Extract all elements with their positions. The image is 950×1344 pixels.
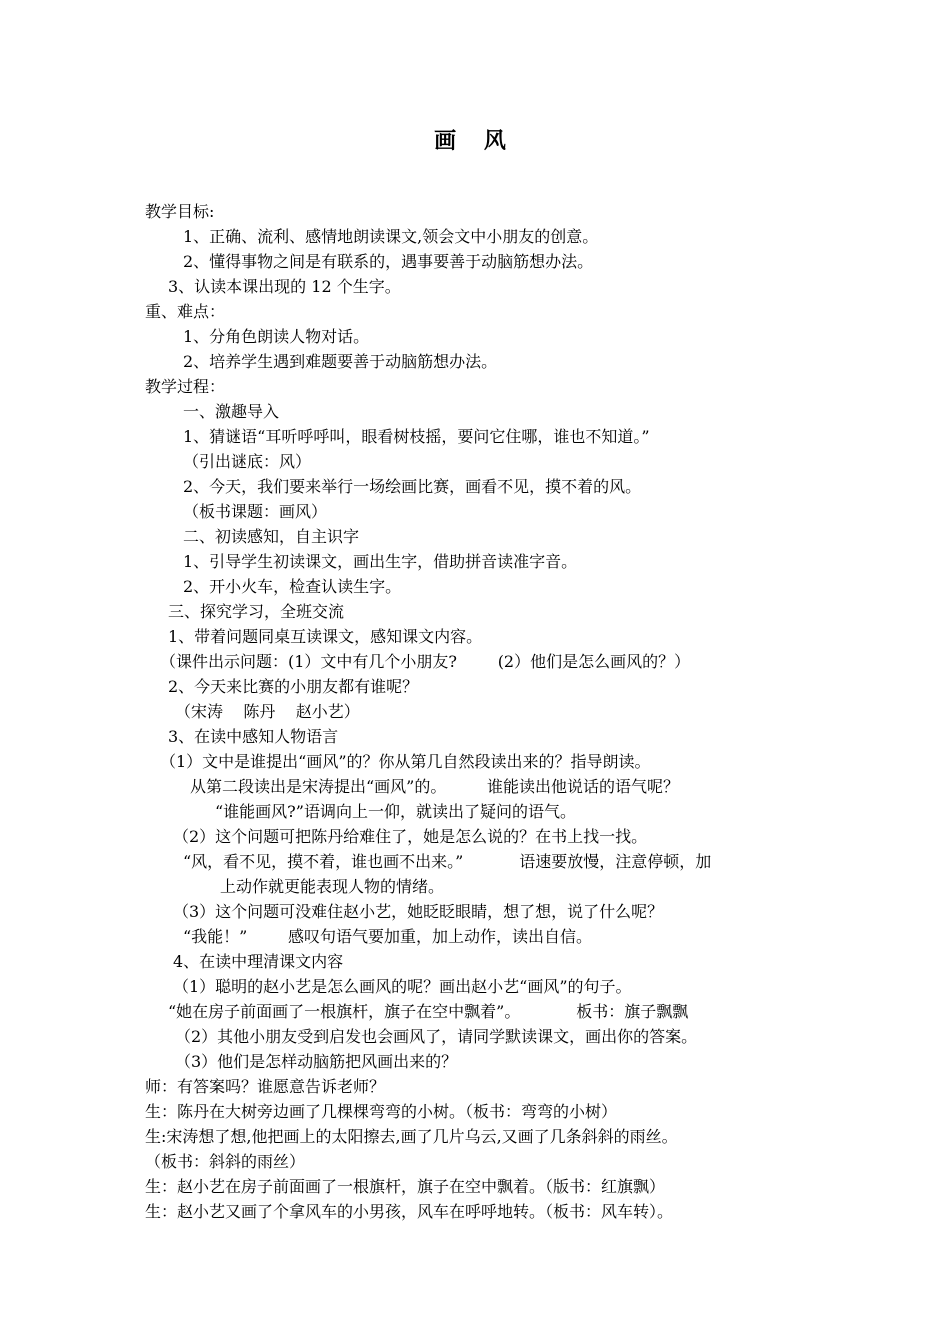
text-line: 2、今天来比赛的小朋友都有谁呢？ [168,677,419,696]
document-title: 画 风 [434,128,516,154]
text-line: （2）其他小朋友受到启发也会画风了，请同学默读课文，画出你的答案。 [175,1027,698,1046]
text-line: （板书：斜斜的雨丝） [145,1152,306,1171]
text-line: （1）聪明的赵小艺是怎么画风的呢？画出赵小艺“画风”的句子。 [173,977,632,996]
text-line: （3）他们是怎样动脑筋把风画出来的？ [175,1052,458,1071]
text-line: 生：赵小艺又画了个拿风车的小男孩，风车在呼呼地转。（板书：风车转）。 [145,1202,674,1221]
text-line: “我能！” 感叹句语气要加重，加上动作，读出自信。 [183,927,593,946]
text-line: （板书课题：画风） [183,502,328,521]
text-line: 1、正确、流利、感情地朗读课文,领会文中小朋友的创意。 [183,227,599,246]
text-line: 2、培养学生遇到难题要善于动脑筋想办法。 [183,352,498,371]
text-line: 上动作就更能表现人物的情绪。 [220,877,445,896]
text-line: （2）这个问题可把陈丹给难住了，她是怎么说的？在书上找一找。 [173,827,648,846]
text-line: “风，看不见，摸不着，谁也画不出来。” 语速要放慢，注意停顿，加 [183,852,712,871]
text-line: 1、带着问题同桌互读课文，感知课文内容。 [168,627,483,646]
text-line: 二、初读感知，自主识字 [183,527,360,546]
text-line: 3、认读本课出现的 12 个生字。 [168,277,401,296]
text-line: 1、猜谜语“耳听呼呼叫，眼看树枝摇，要问它住哪，谁也不知道。” [183,427,650,446]
text-line: 1、分角色朗读人物对话。 [183,327,370,346]
text-line: 教学目标: [145,202,215,221]
text-line: 3、在读中感知人物语言 [168,727,339,746]
text-line: （1）文中是谁提出“画风”的？你从第几自然段读出来的？指导朗读。 [160,752,651,771]
text-line: 2、开小火车，检查认读生字。 [183,577,402,596]
text-line: 2、今天，我们要来举行一场绘画比赛，画看不见，摸不着的风。 [183,477,642,496]
text-line: 一、激趣导入 [183,402,280,421]
text-line: 重、难点： [145,302,226,321]
text-line: 三、探究学习，全班交流 [168,602,345,621]
text-line: “谁能画风?”语调向上一仰，就读出了疑问的语气。 [215,802,576,821]
text-line: 师：有答案吗？谁愿意告诉老师？ [145,1077,386,1096]
text-line: 生：陈丹在大树旁边画了几棵棵弯弯的小树。（板书：弯弯的小树） [145,1102,618,1121]
text-line: 从第二段读出是宋涛提出“画风”的。 谁能读出他说话的语气呢？ [190,777,680,796]
text-line: 4、在读中理清课文内容 [173,952,344,971]
text-line: 生:宋涛想了想,他把画上的太阳擦去,画了几片乌云,又画了几条斜斜的雨丝。 [145,1127,678,1146]
text-line: （课件出示问题：(1）文中有几个小朋友? (2）他们是怎么画风的？） [160,652,691,671]
text-line: （宋涛 陈丹 赵小艺） [175,702,360,721]
text-line: （引出谜底：风） [183,452,312,471]
text-line: 教学过程： [145,377,226,396]
text-line: 1、引导学生初读课文，画出生字，借助拼音读准字音。 [183,552,578,571]
text-line: （3）这个问题可没难住赵小艺，她眨眨眼睛，想了想，说了什么呢？ [173,902,664,921]
text-line: 2、懂得事物之间是有联系的，遇事要善于动脑筋想办法。 [183,252,594,271]
text-line: “她在房子前面画了一根旗杆，旗子在空中飘着”。 板书：旗子飘飘 [168,1002,689,1021]
text-line: 生：赵小艺在房子前面画了一根旗杆，旗子在空中飘着。（版书：红旗飘） [145,1177,666,1196]
